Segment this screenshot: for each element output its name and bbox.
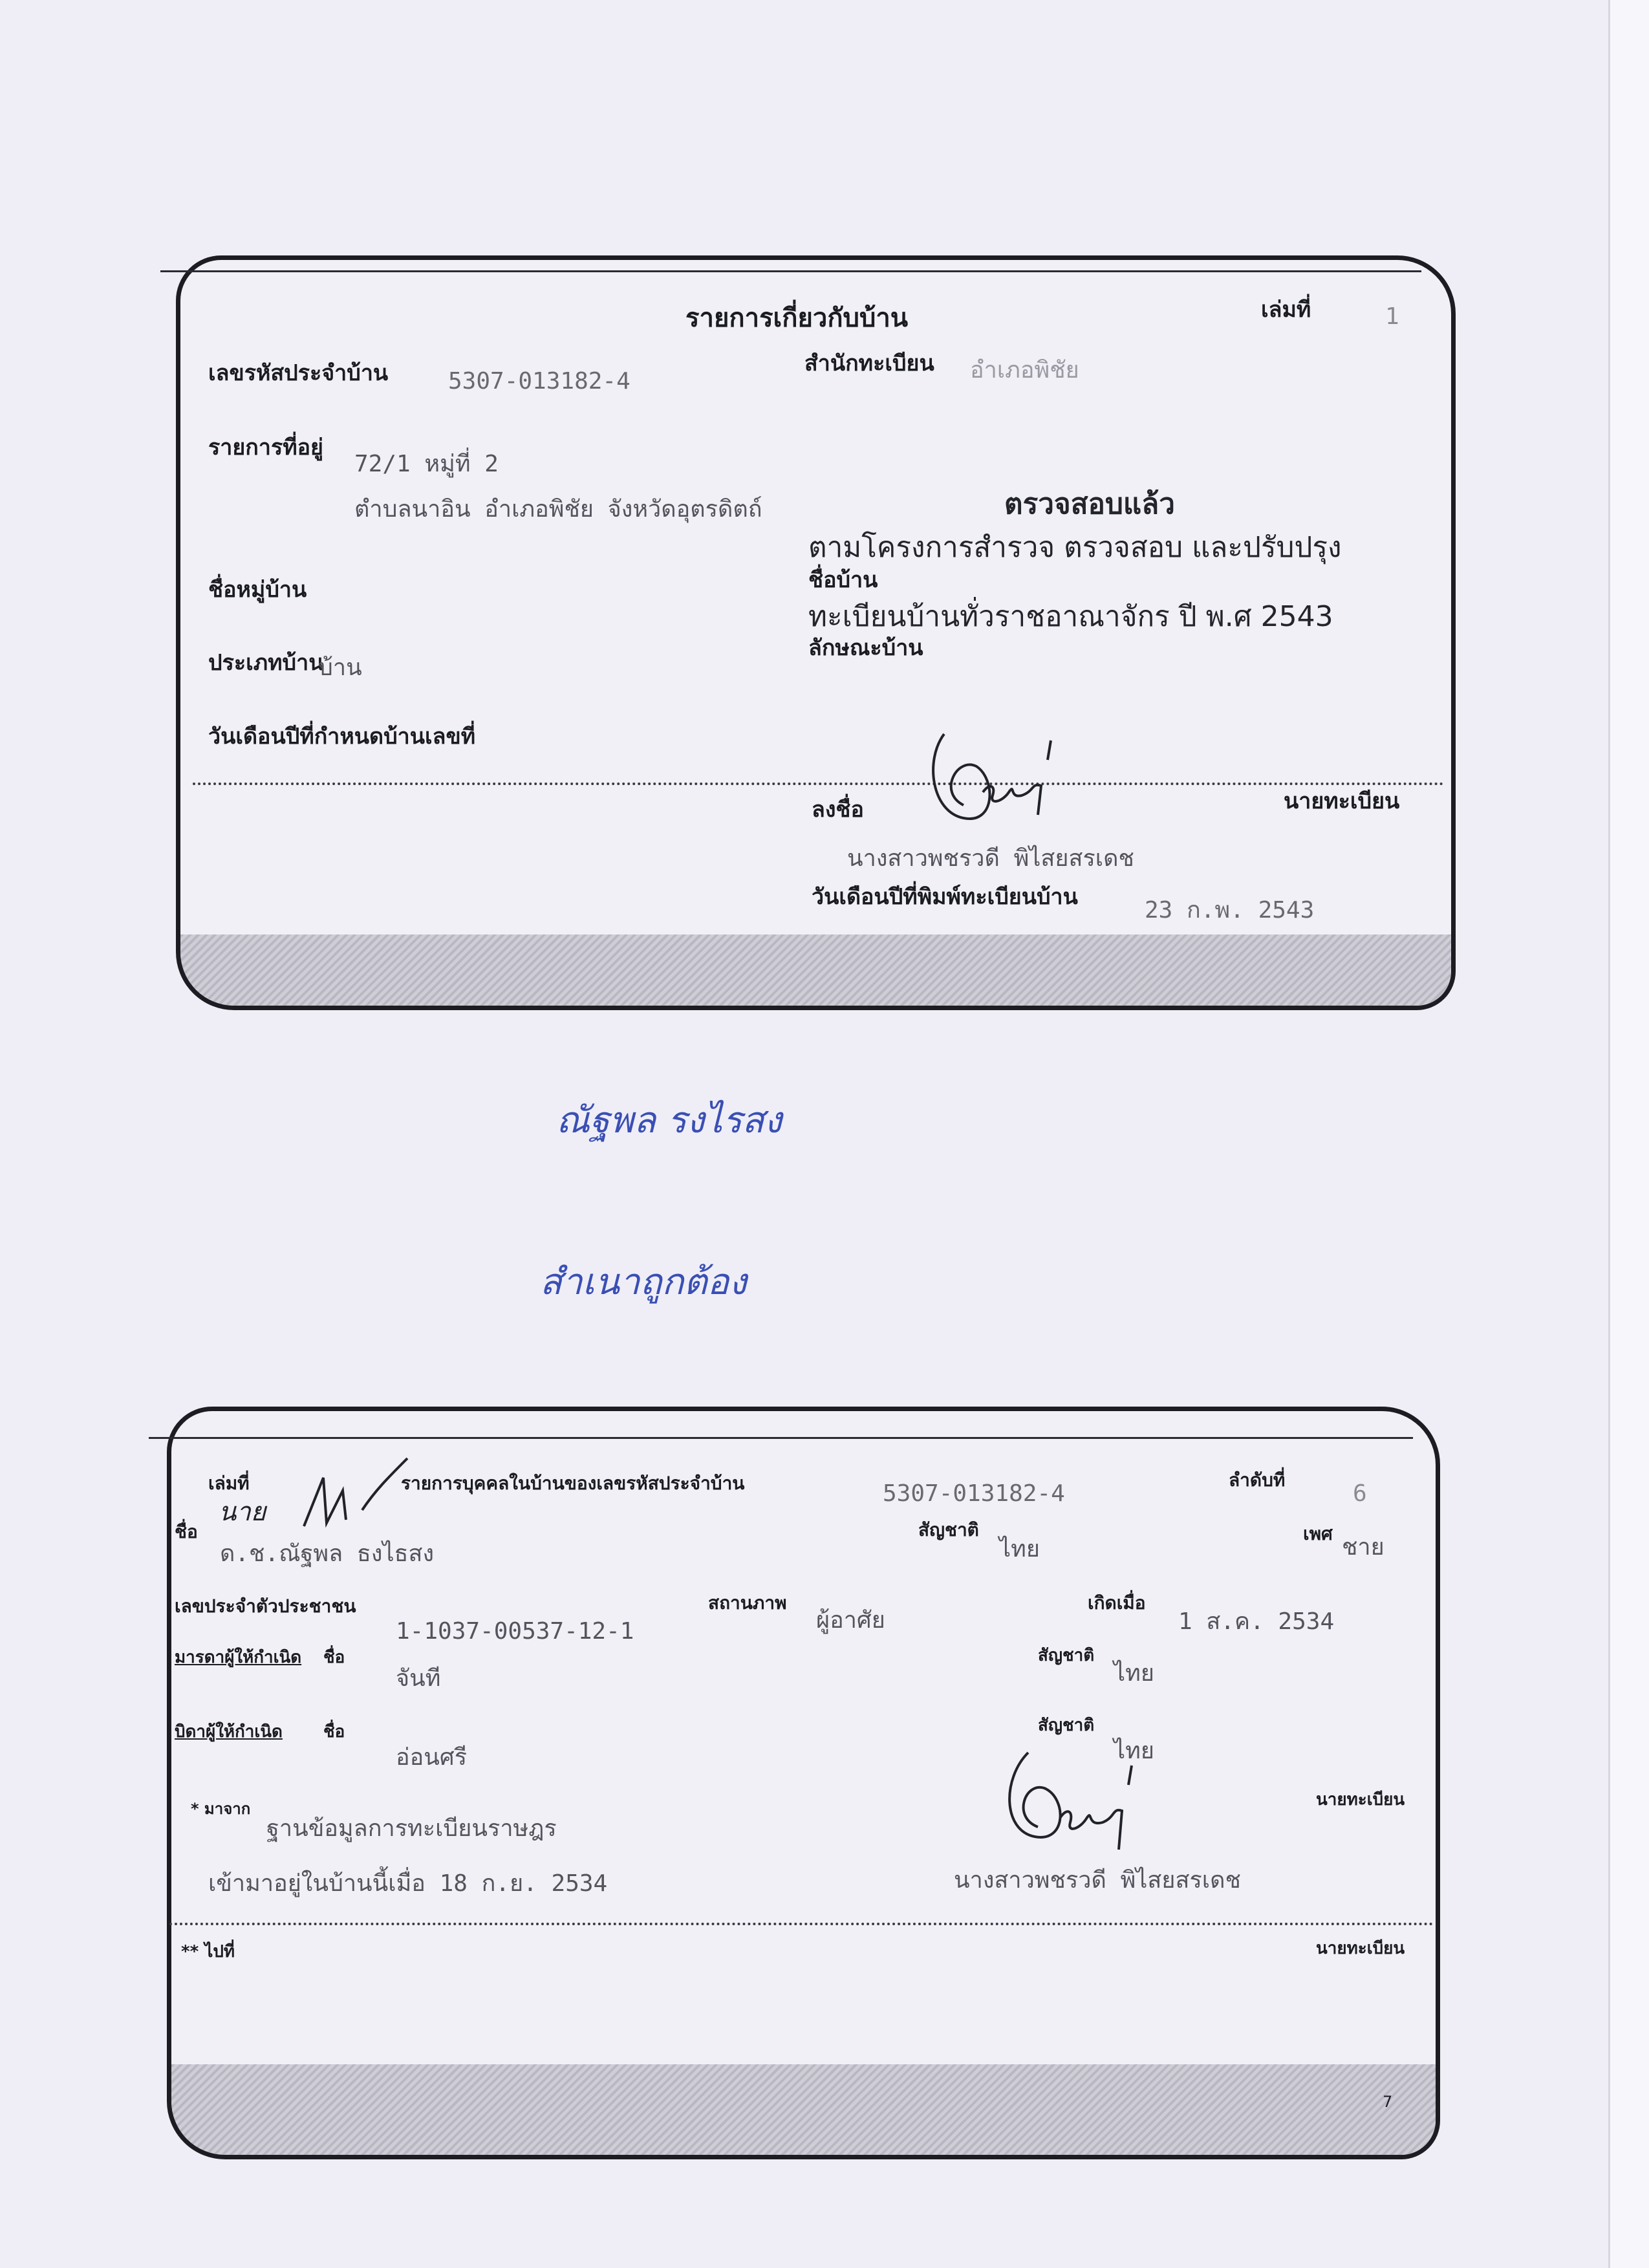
card-top-rule xyxy=(149,1437,1413,1439)
mother-name: จันที xyxy=(396,1665,441,1692)
office-label: สำนักทะเบียน xyxy=(804,351,934,376)
stamp-registry: ทะเบียนบ้านทั่วราชอาณาจักร ปี พ.ศ 2543 xyxy=(808,600,1333,633)
office: อำเภอพิชัย xyxy=(970,357,1079,383)
signed-label: ลงชื่อ xyxy=(812,797,864,823)
card-shaded-band xyxy=(180,934,1451,1006)
sex: ชาย xyxy=(1342,1534,1385,1561)
from-label: * มาจาก xyxy=(191,1800,251,1818)
registrar-name: นางสาวพชรวดี พิไสยสรเดช xyxy=(954,1867,1241,1894)
village-label: ชื่อหมู่บ้าน xyxy=(208,577,307,603)
father-name: อ่อนศรี xyxy=(396,1744,468,1771)
person-name: ด.ช.ณัฐพล ธงไธสง xyxy=(220,1540,435,1567)
id-label: เลขประจำตัวประชาชน xyxy=(175,1595,356,1617)
registrar-name: นางสาวพชรวดี พิไสยสรเดช xyxy=(847,845,1134,872)
stamp-project: ตามโครงการสำรวจ ตรวจสอบ และปรับปรุง xyxy=(808,531,1342,564)
name-label: ชื่อ xyxy=(175,1521,198,1542)
status-label: สถานภาพ xyxy=(708,1592,787,1614)
father-name-label: ชื่อ xyxy=(323,1722,345,1742)
moved-in-date: เข้ามาอยู่ในบ้านนี้เมื่อ 18 ก.ย. 2534 xyxy=(208,1870,608,1897)
father-label: บิดาผู้ให้กำเนิด xyxy=(175,1722,283,1742)
person-book-label: เล่มที่ xyxy=(208,1473,250,1494)
nationality-label: สัญชาติ xyxy=(918,1519,979,1540)
book-label: เล่มที่ xyxy=(1261,297,1311,323)
registrar-label-2: นายทะเบียน xyxy=(1316,1939,1405,1958)
sex-label: เพศ xyxy=(1303,1523,1333,1544)
house-code: 5307-013182-4 xyxy=(448,368,630,394)
stamp-checked: ตรวจสอบแล้ว xyxy=(1004,488,1175,521)
card-top-rule xyxy=(160,270,1421,272)
address-line2: ตำบลนาอิน อำเภอพิชัย จังหวัดอุตรดิตถ์ xyxy=(354,496,762,523)
house-char-label: ลักษณะบ้าน xyxy=(808,635,923,661)
card-shaded-band xyxy=(171,2064,1436,2155)
to-label: ** ไปที่ xyxy=(181,1942,235,1961)
status: ผู้อาศัย xyxy=(816,1607,885,1634)
dotted-separator xyxy=(169,1923,1434,1925)
house-name-label: ชื่อบ้าน xyxy=(808,567,878,593)
seq: 6 xyxy=(1353,1480,1367,1507)
house-type-label: ประเภทบ้าน xyxy=(208,650,324,676)
registrar-label: นายทะเบียน xyxy=(1284,788,1400,814)
print-date: 23 ก.พ. 2543 xyxy=(1145,897,1315,923)
mother-label: มารดาผู้ให้กำเนิด xyxy=(175,1648,302,1667)
mother-nationality: ไทย xyxy=(1114,1660,1154,1687)
seq-label: ลำดับที่ xyxy=(1229,1469,1286,1491)
book-initial-mark xyxy=(297,1452,414,1536)
address-label: รายการที่อยู่ xyxy=(208,435,323,460)
house-code-label: เลขรหัสประจำบ้าน xyxy=(208,360,389,386)
father-nationality: ไทย xyxy=(1114,1738,1154,1764)
address-line1: 72/1 หมู่ที่ 2 xyxy=(354,451,499,477)
book-number: 1 xyxy=(1385,303,1399,330)
nationality: ไทย xyxy=(999,1536,1040,1562)
registrar-signature xyxy=(989,1746,1145,1863)
citizen-id: 1-1037-00537-12-1 xyxy=(396,1618,634,1645)
house-type: บ้าน xyxy=(318,654,362,681)
print-date-label: วันเดือนปีที่พิมพ์ทะเบียนบ้าน xyxy=(812,884,1078,910)
handwritten-name: ณัฐพล รงไรสง xyxy=(556,1099,782,1141)
person-house-code: 5307-013182-4 xyxy=(883,1480,1065,1507)
born-label: เกิดเมื่อ xyxy=(1088,1592,1146,1614)
from-source: ฐานข้อมูลการทะเบียนราษฎร xyxy=(266,1815,557,1842)
scanner-edge xyxy=(1608,0,1649,2268)
born-date: 1 ส.ค. 2534 xyxy=(1178,1608,1335,1635)
mother-name-label: ชื่อ xyxy=(323,1648,345,1667)
person-header: รายการบุคคลในบ้านของเลขรหัสประจำบ้าน xyxy=(401,1473,745,1494)
father-nationality-label: สัญชาติ xyxy=(1038,1716,1095,1735)
registrar-label: นายทะเบียน xyxy=(1316,1790,1405,1809)
name-correction: นาย xyxy=(219,1497,266,1527)
dotted-separator xyxy=(193,783,1444,785)
handwritten-certified-copy: สำเนาถูกต้อง xyxy=(540,1261,747,1303)
page-number: 7 xyxy=(1383,2093,1393,2111)
assigned-date-label: วันเดือนปีที่กำหนดบ้านเลขที่ xyxy=(208,724,476,750)
house-header: รายการเกี่ยวกับบ้าน xyxy=(685,303,909,333)
mother-nationality-label: สัญชาติ xyxy=(1038,1646,1095,1665)
registrar-signature xyxy=(918,721,1061,831)
